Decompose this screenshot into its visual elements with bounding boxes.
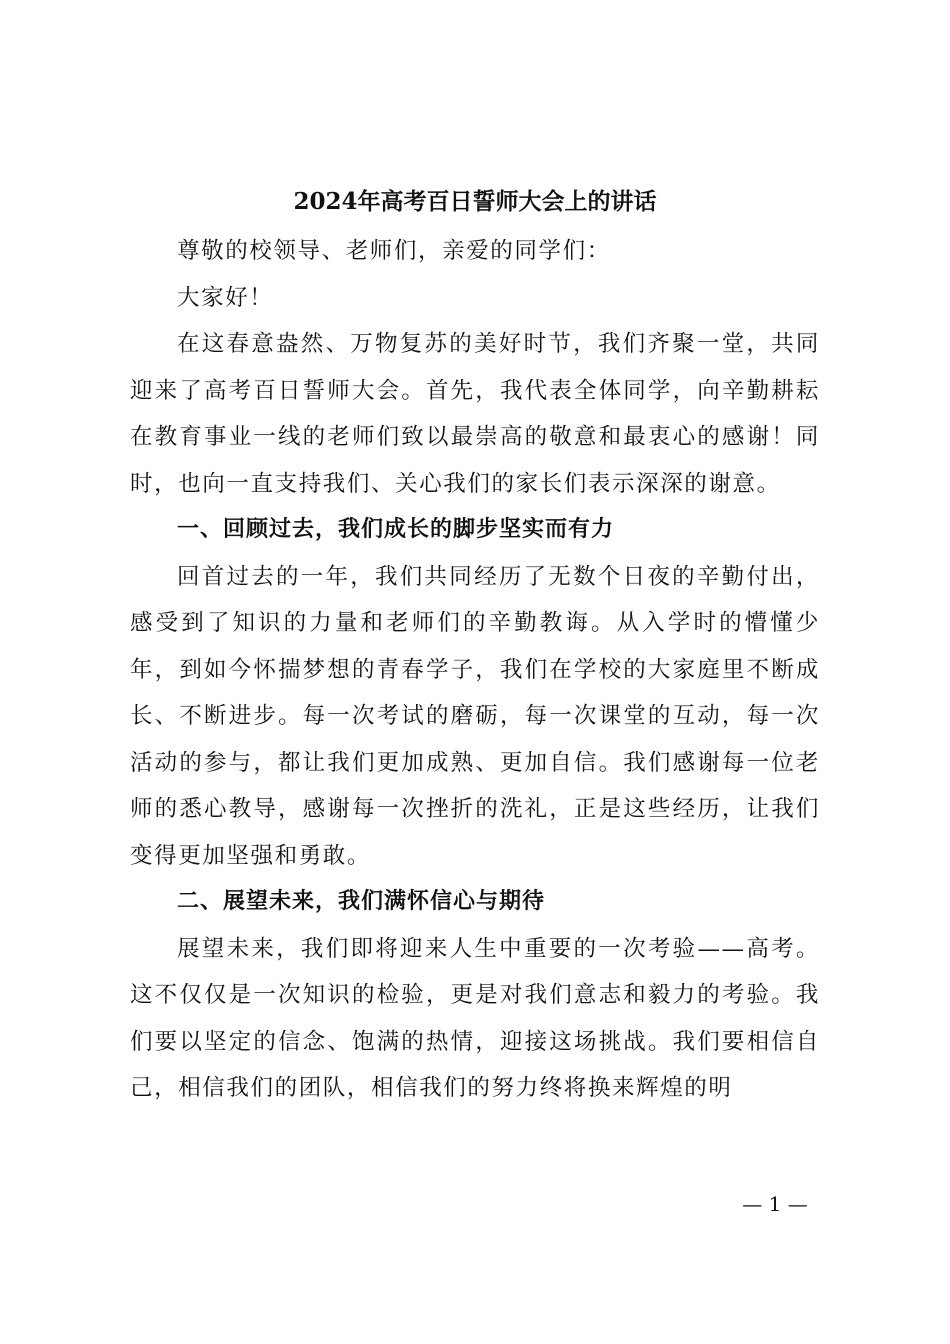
salutation: 尊敬的校领导、老师们，亲爱的同学们： [177,238,611,264]
section-2-paragraph: 展望未来，我们即将迎来人生中重要的一次考验——高考。这不仅仅是一次知识的检验，更是对我们意志和毅力的考验。我们要以坚定的信念、饱满的热情，迎接这场挑战。我们要相信自己，相信我们的团队，相信我们的努力终将换来辉煌的明 [130,935,820,1101]
section-1-paragraph: 回首过去的一年，我们共同经历了无数个日夜的辛勤付出，感受到了知识的力量和老师们的辛勤教诲。从入学时的懵懂少年，到如今怀揣梦想的青春学子，我们在学校的大家庭里不断成长、不断进步。每一次考试的磨砺，每一次课堂的互动，每一次活动的参与，都让我们更加成熟、更加自信。我们感谢每一位老师的悉心教导，感谢每一次挫折的洗礼，正是这些经历，让我们变得更加坚强和勇敢。 [130,563,820,869]
document-title: 2024年高考百日誓师大会上的讲话 [293,188,657,215]
document-body [130,182,820,1112]
intro-paragraph: 在这春意盎然、万物复苏的美好时节，我们齐聚一堂，共同迎来了高考百日誓师大会。首先，我代表全体同学，向辛勤耕耘在教育事业一线的老师们致以最崇高的敬意和最衷心的感谢！同时，也向一直支持我们、关心我们的家长们表示深深的谢意。 [130,331,820,497]
section-2-heading: 二、展望未来，我们满怀信心与期待 [177,889,546,914]
section-1-heading: 一、回顾过去，我们成长的脚步坚实而有力 [177,517,615,542]
greeting: 大家好！ [177,284,274,311]
page-number: — 1 — [742,1192,808,1216]
